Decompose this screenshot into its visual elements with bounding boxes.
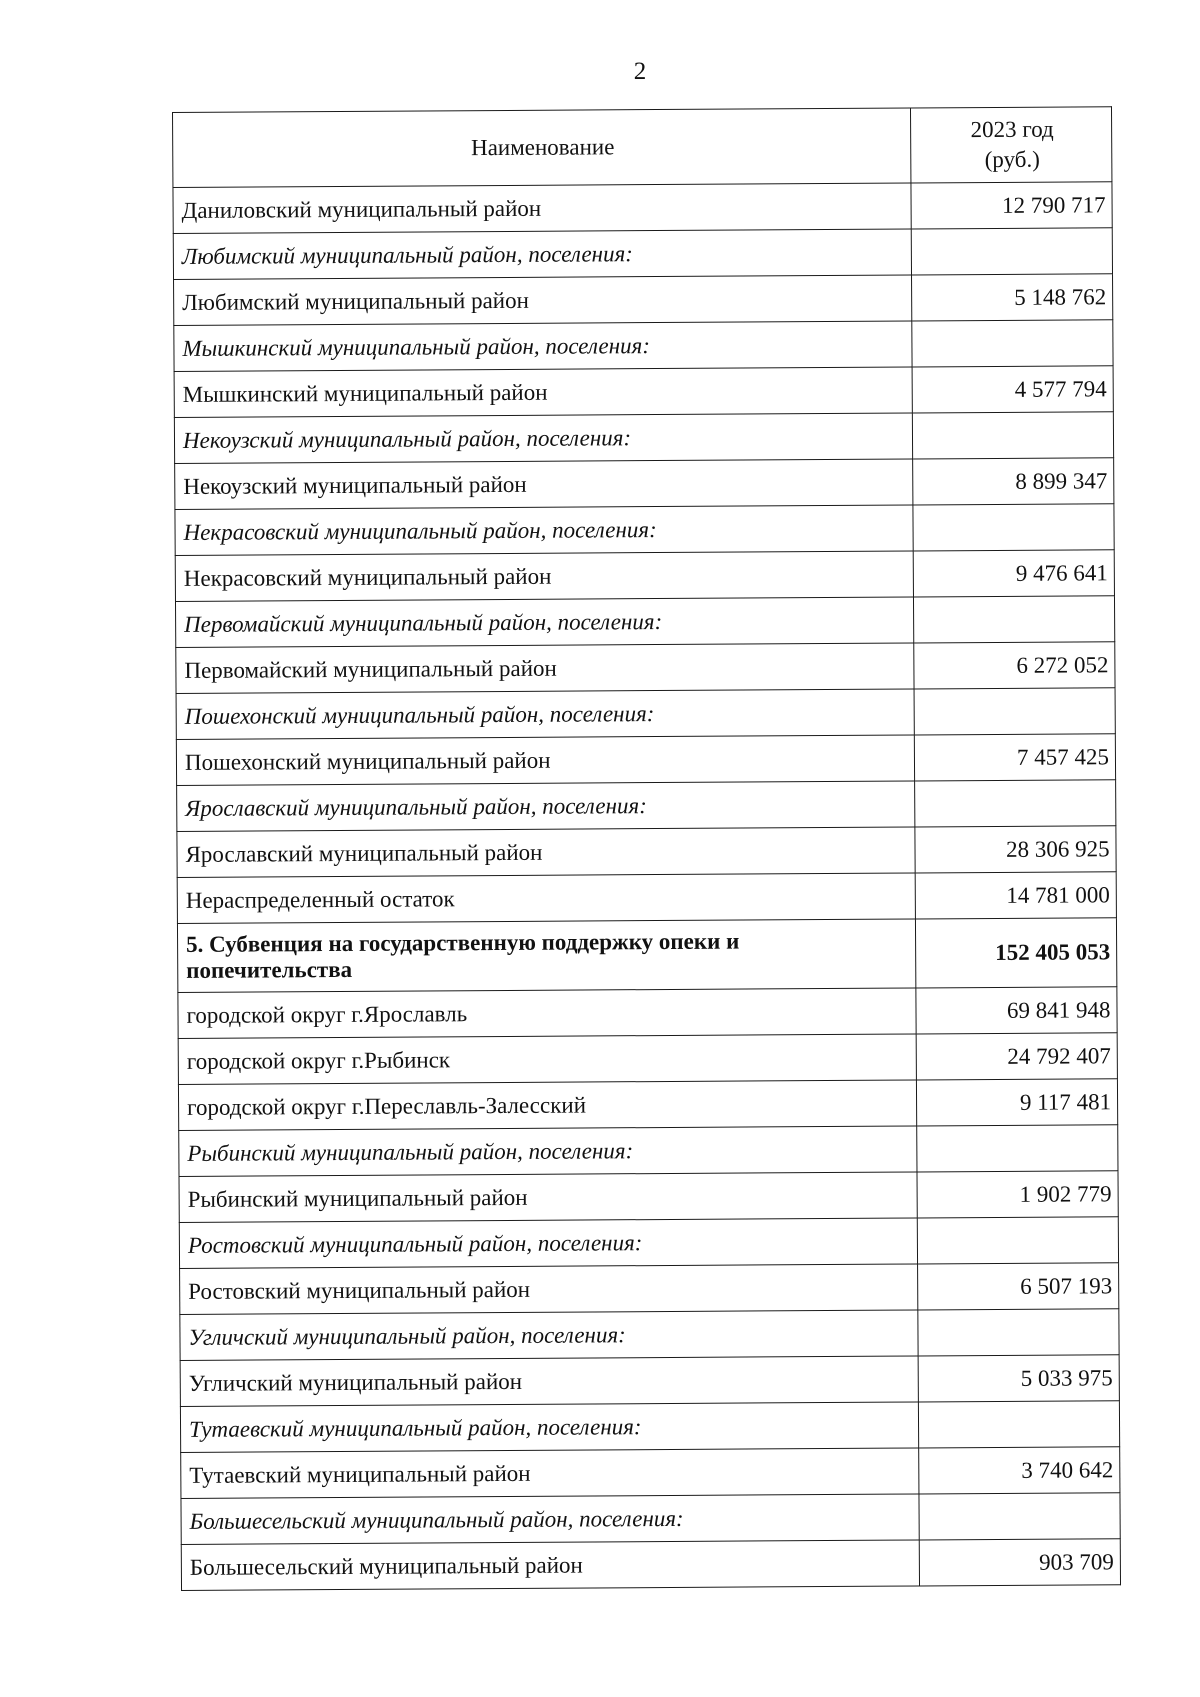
header-unit: (руб.) (984, 146, 1040, 173)
row-name: Пошехонский муниципальный район, поселения: (176, 689, 914, 740)
table-row (178, 1033, 1117, 1085)
row-amount (918, 1401, 1119, 1448)
row-name: городской округ г.Рыбинск (178, 1034, 916, 1085)
row-amount: 9 117 481 (916, 1079, 1117, 1126)
row-name: Любимский муниципальный район (174, 275, 912, 326)
table-row (174, 274, 1113, 326)
table-row (180, 1263, 1119, 1315)
row-name: Любимский муниципальный район, поселения: (173, 229, 911, 280)
row-name: Некоузский муниципальный район (175, 459, 913, 510)
table-row (177, 826, 1116, 878)
subheading-row (177, 780, 1116, 832)
row-amount (912, 412, 1113, 459)
subheading-row (174, 320, 1113, 372)
table-row (175, 550, 1114, 602)
row-name: Некрасовский муниципальный район (175, 551, 913, 602)
table-row (179, 1171, 1118, 1223)
subheading-row (179, 1125, 1118, 1177)
row-name: Нераспределенный остаток (177, 873, 915, 924)
header-year-cell (910, 107, 1111, 183)
row-name: Некоузский муниципальный район, поселения: (174, 413, 912, 464)
table-row (174, 366, 1113, 418)
row-amount: 28 306 925 (915, 826, 1116, 873)
table-header-row (173, 107, 1112, 188)
subheading-row (179, 1217, 1118, 1269)
row-amount: 7 457 425 (914, 734, 1115, 781)
table-row (175, 458, 1114, 510)
row-name: Ярославский муниципальный район (177, 827, 915, 878)
row-amount (913, 596, 1114, 643)
row-name: Ростовский муниципальный район, поселения: (179, 1218, 917, 1269)
row-name: Ростовский муниципальный район (180, 1264, 918, 1315)
table-row (173, 182, 1112, 234)
row-name: Тутаевский муниципальный район, поселения: (180, 1402, 918, 1453)
row-name: Большесельский муниципальный район, поселения: (181, 1494, 919, 1545)
page-number: 2 (633, 58, 647, 85)
row-amount: 24 792 407 (916, 1033, 1117, 1080)
row-amount: 5 033 975 (918, 1355, 1119, 1402)
row-amount (918, 1309, 1119, 1356)
row-amount: 12 790 717 (911, 182, 1112, 229)
row-name: Даниловский муниципальный район (173, 183, 911, 234)
budget-table-container (172, 106, 1121, 1591)
table-row (176, 734, 1115, 786)
row-name: Рыбинский муниципальный район (179, 1172, 917, 1223)
subheading-row (180, 1309, 1119, 1361)
row-amount: 6 507 193 (918, 1263, 1119, 1310)
row-name: Пошехонский муниципальный район (176, 735, 914, 786)
row-name: Большесельский муниципальный район (181, 1540, 919, 1591)
subheading-row (181, 1493, 1120, 1545)
table-body (173, 182, 1121, 1591)
table-row (176, 642, 1115, 694)
row-amount (919, 1493, 1120, 1540)
subheading-row (175, 504, 1114, 556)
table-row (181, 1447, 1120, 1499)
table-row (177, 872, 1116, 924)
subheading-row (180, 1401, 1119, 1453)
table-row (178, 987, 1117, 1039)
table-row (178, 1079, 1117, 1131)
row-name: Угличский муниципальный район, поселения: (180, 1310, 918, 1361)
subheading-row (173, 228, 1112, 280)
row-name: Мышкинский муниципальный район, поселения: (174, 321, 912, 372)
row-name: 5. Субвенция на государственную поддержку опеки и попечительства (177, 919, 915, 993)
row-name: Первомайский муниципальный район, поселения: (175, 597, 913, 648)
subheading-row (175, 596, 1114, 648)
row-name: Ярославский муниципальный район, поселения: (177, 781, 915, 832)
header-name: Наименование (173, 108, 911, 188)
table-row (181, 1539, 1120, 1591)
row-amount: 3 740 642 (919, 1447, 1120, 1494)
row-amount (912, 320, 1113, 367)
row-name: городской округ г.Переславль-Залесский (178, 1080, 916, 1131)
row-amount: 152 405 053 (915, 918, 1116, 988)
row-amount (911, 228, 1112, 275)
section-row (177, 918, 1116, 993)
budget-table (172, 106, 1121, 1591)
row-amount: 9 476 641 (913, 550, 1114, 597)
row-name: Первомайский муниципальный район (176, 643, 914, 694)
row-amount: 1 902 779 (917, 1171, 1118, 1218)
row-amount: 8 899 347 (913, 458, 1114, 505)
row-amount: 6 272 052 (914, 642, 1115, 689)
row-amount: 69 841 948 (916, 987, 1117, 1034)
row-amount (913, 504, 1114, 551)
row-name: Тутаевский муниципальный район (181, 1448, 919, 1499)
subheading-row (176, 688, 1115, 740)
row-amount: 903 709 (919, 1539, 1120, 1586)
row-name: Некрасовский муниципальный район, поселения: (175, 505, 913, 556)
row-name: Мышкинский муниципальный район (174, 367, 912, 418)
row-amount (917, 1217, 1118, 1264)
row-name: Рыбинский муниципальный район, поселения: (179, 1126, 917, 1177)
row-amount (914, 688, 1115, 735)
row-amount: 5 148 762 (912, 274, 1113, 321)
row-amount: 4 577 794 (912, 366, 1113, 413)
header-year: 2023 год (970, 116, 1054, 143)
table-row (180, 1355, 1119, 1407)
row-name: Угличский муниципальный район (180, 1356, 918, 1407)
row-amount (915, 780, 1116, 827)
row-amount: 14 781 000 (915, 872, 1116, 919)
subheading-row (174, 412, 1113, 464)
row-name: городской округ г.Ярославль (178, 988, 916, 1039)
row-amount (917, 1125, 1118, 1172)
